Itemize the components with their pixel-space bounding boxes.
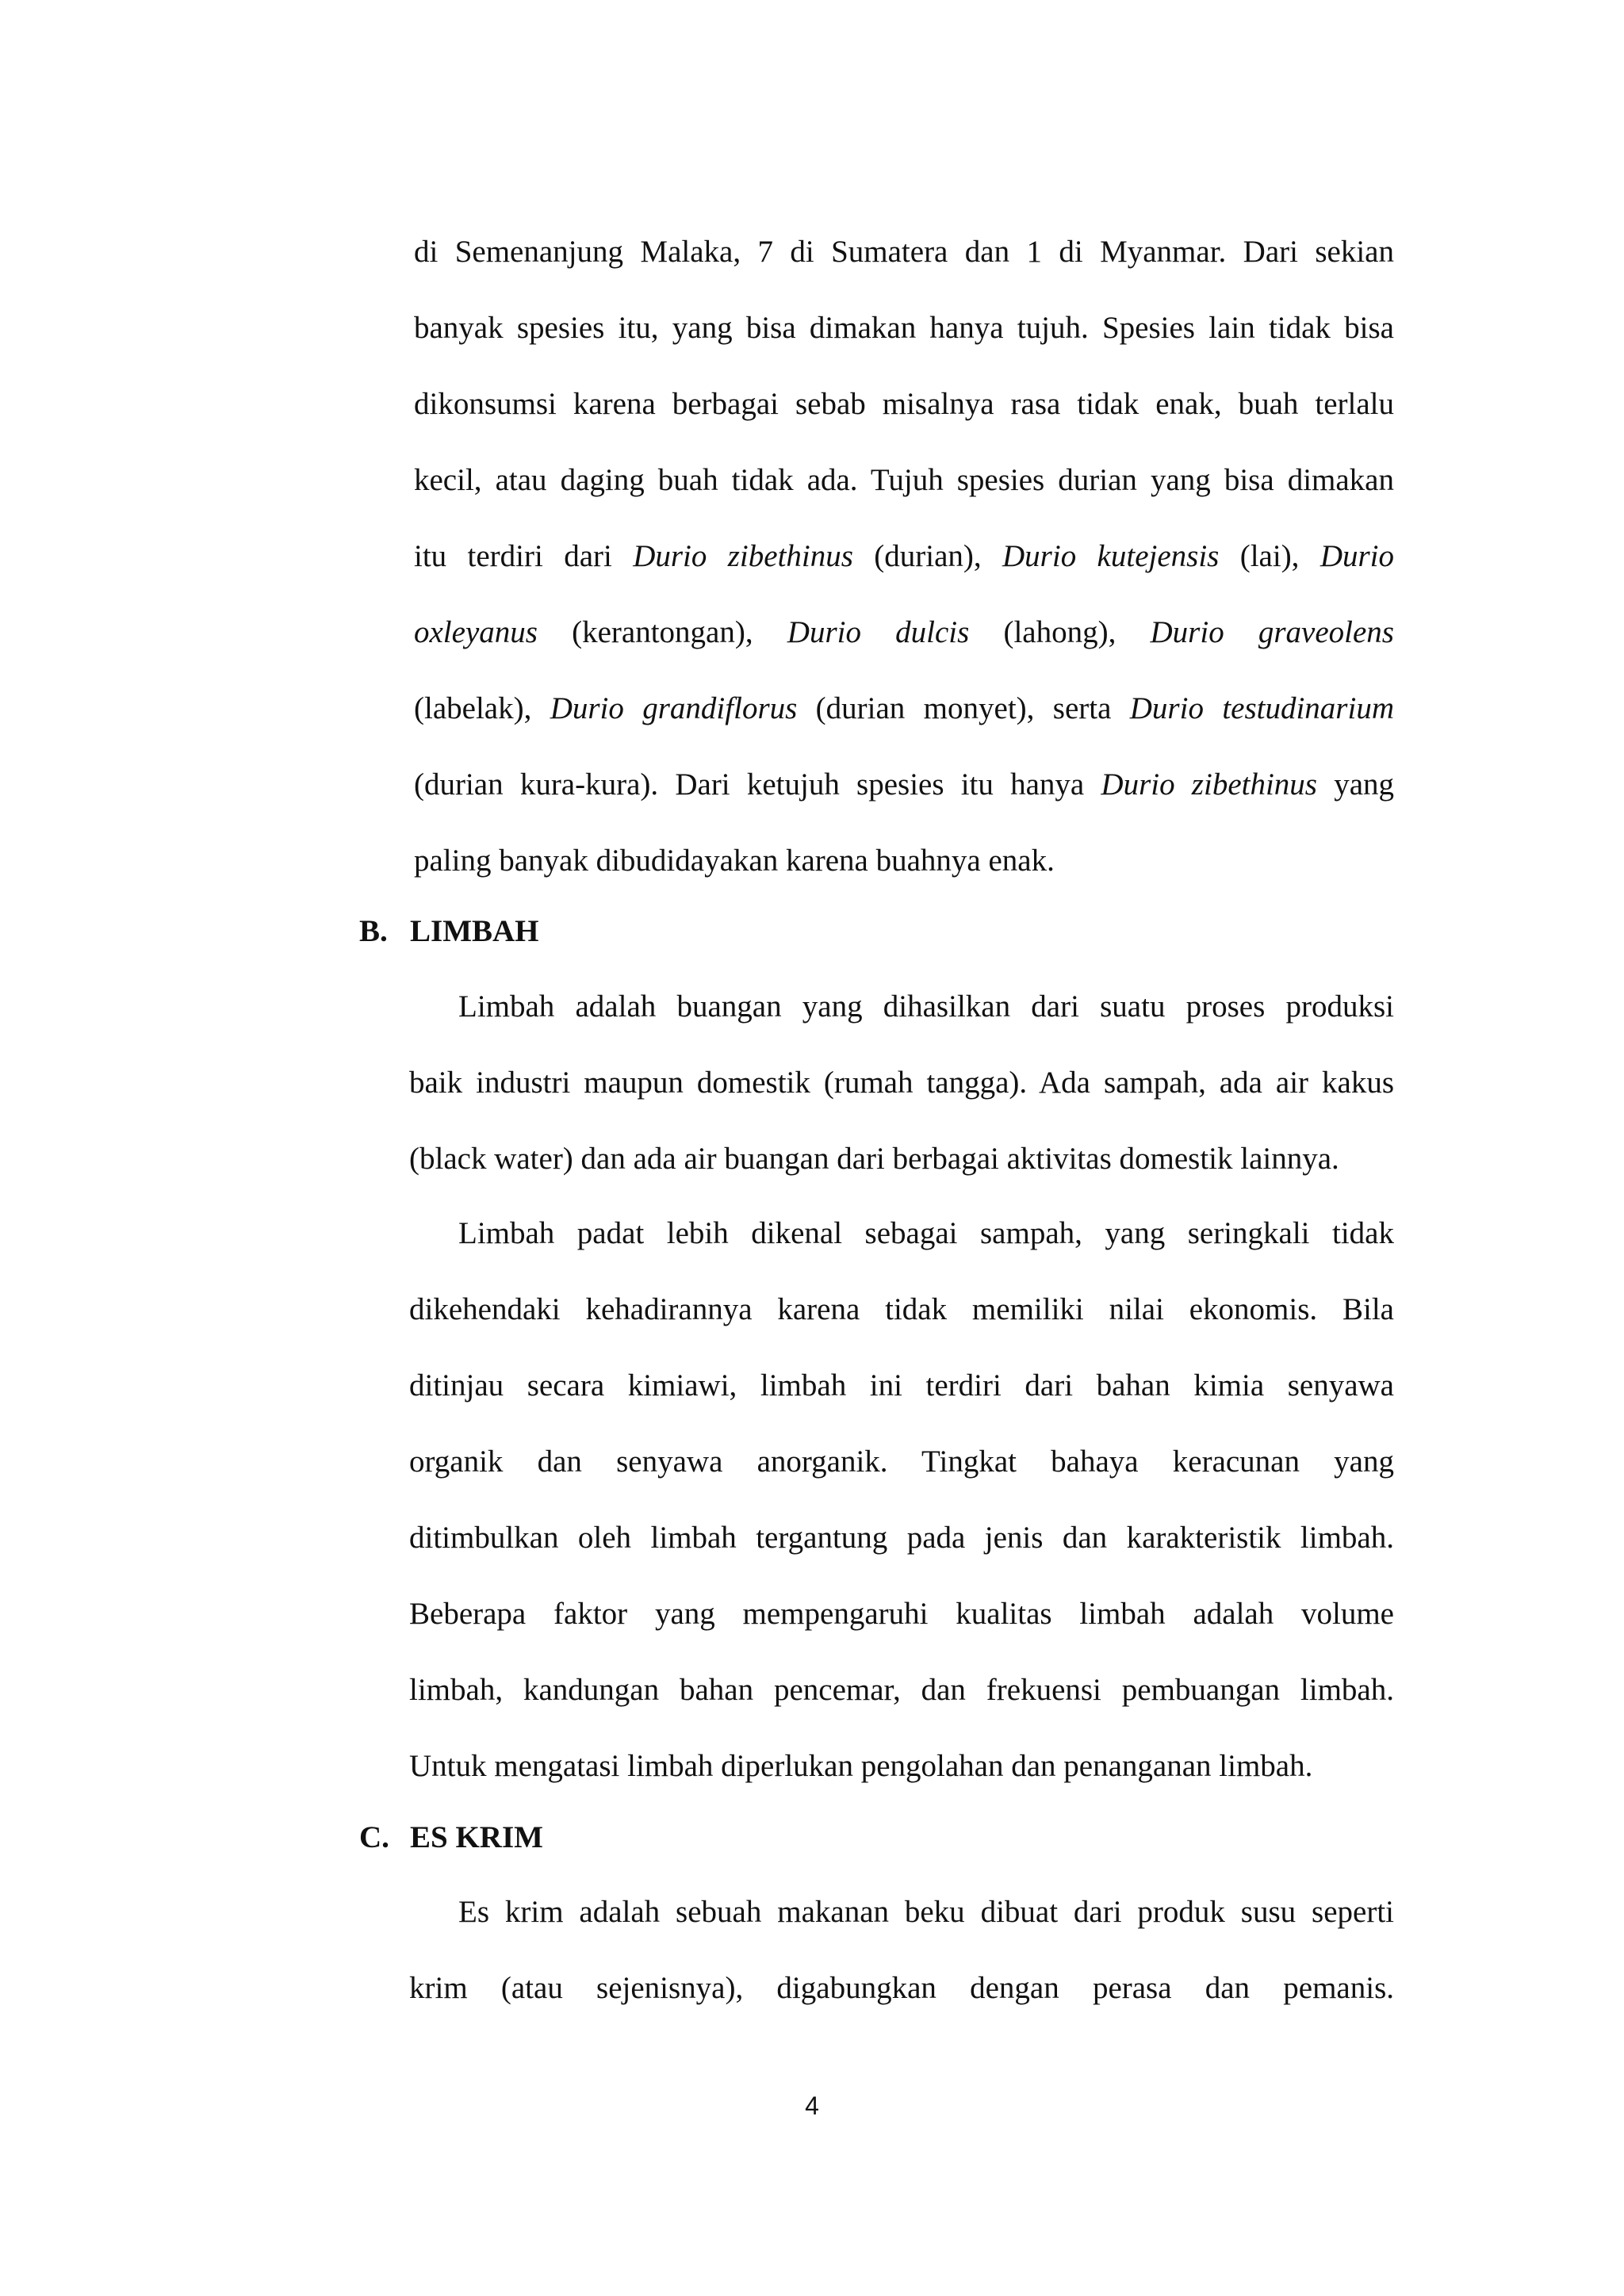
text-run: banyak spesies itu, yang bisa dimakan hanya tujuh. Spesies lain tidak bisa [414,311,1394,345]
paragraph-line: ditinjau secara kimiawi, limbah ini terdiri dari bahan kimia senyawa [409,1368,1394,1402]
section-title: LIMBAH [410,914,539,948]
intro-line [414,595,1394,671]
paragraph-line: Es krim adalah sebuah makanan beku dibuat dari produk susu seperti [458,1895,1394,1929]
paragraph-line: dikehendaki kehadirannya karena tidak memiliki nilai ekonomis. Bila [409,1292,1394,1326]
paragraph-line: Untuk mengatasi limbah diperlukan pengolahan dan penanganan limbah. [409,1749,1313,1783]
text-run: (lahong), [969,615,1151,649]
intro-line [414,442,1394,519]
intro-line [414,366,1394,442]
species-name: Durio zibethinus [1101,767,1317,802]
species-name: Durio grandiflorus [550,691,798,725]
paragraph-line: organik dan senyawa anorganik. Tingkat bahaya keracunan yang [409,1445,1394,1479]
paragraph-line: (black water) dan ada air buangan dari berbagai aktivitas domestik lainnya. [409,1142,1339,1176]
species-name: Durio [1320,539,1394,573]
text-run: paling banyak dibudidayakan karena buahnya enak. [414,844,1055,878]
section-title: ES KRIM [410,1820,543,1854]
page-number: 4 [805,2091,819,2120]
species-name: Durio graveolens [1150,615,1394,649]
intro-line [414,823,1394,899]
paragraph-line: krim (atau sejenisnya), digabungkan dengan perasa dan pemanis. [409,1971,1394,2005]
intro-line [414,747,1394,823]
text-run: (durian monyet), serta [797,691,1130,725]
species-name: Durio kutejensis [1002,539,1220,573]
intro-line [414,671,1394,747]
section-heading-limbah [359,894,539,970]
section-number: B. [359,914,388,948]
section-heading-es-krim [359,1800,543,1876]
intro-line [414,519,1394,595]
text-run: dikonsumsi karena berbagai sebab misalnya rasa tidak enak, buah terlalu [414,387,1394,421]
text-run: yang [1316,767,1394,802]
paragraph-line: baik industri maupun domestik (rumah tangga). Ada sampah, ada air kakus [409,1066,1394,1100]
text-run: kecil, atau daging buah tidak ada. Tujuh spesies durian yang bisa dimakan [414,463,1394,497]
text-run: (labelak), [414,691,550,725]
text-run: (durian), [852,539,1003,573]
text-run: itu terdiri dari [414,539,634,573]
paragraph-line: Beberapa faktor yang mempengaruhi kualitas limbah adalah volume [409,1597,1394,1631]
species-name: oxleyanus [414,615,538,649]
paragraph-line: limbah, kandungan bahan pencemar, dan frekuensi pembuangan limbah. [409,1673,1394,1707]
text-run: di Semenanjung Malaka, 7 di Sumatera dan 1 di Myanmar. Dari sekian [414,235,1394,269]
section-number: C. [359,1820,389,1854]
paragraph-line: ditimbulkan oleh limbah tergantung pada jenis dan karakteristik limbah. [409,1521,1394,1555]
text-run: (durian kura-kura). Dari ketujuh spesies itu hanya [414,767,1101,802]
paragraph-line: Limbah adalah buangan yang dihasilkan dari suatu proses produksi [458,989,1394,1024]
intro-line [414,290,1394,366]
text-run: (lai), [1219,539,1320,573]
intro-line [414,214,1394,290]
species-name: Durio testudinarium [1129,691,1394,725]
paragraph-line: Limbah padat lebih dikenal sebagai sampah, yang seringkali tidak [458,1216,1394,1250]
species-name: Durio dulcis [787,615,970,649]
text-run: (kerantongan), [537,615,787,649]
species-name: Durio zibethinus [633,539,853,573]
